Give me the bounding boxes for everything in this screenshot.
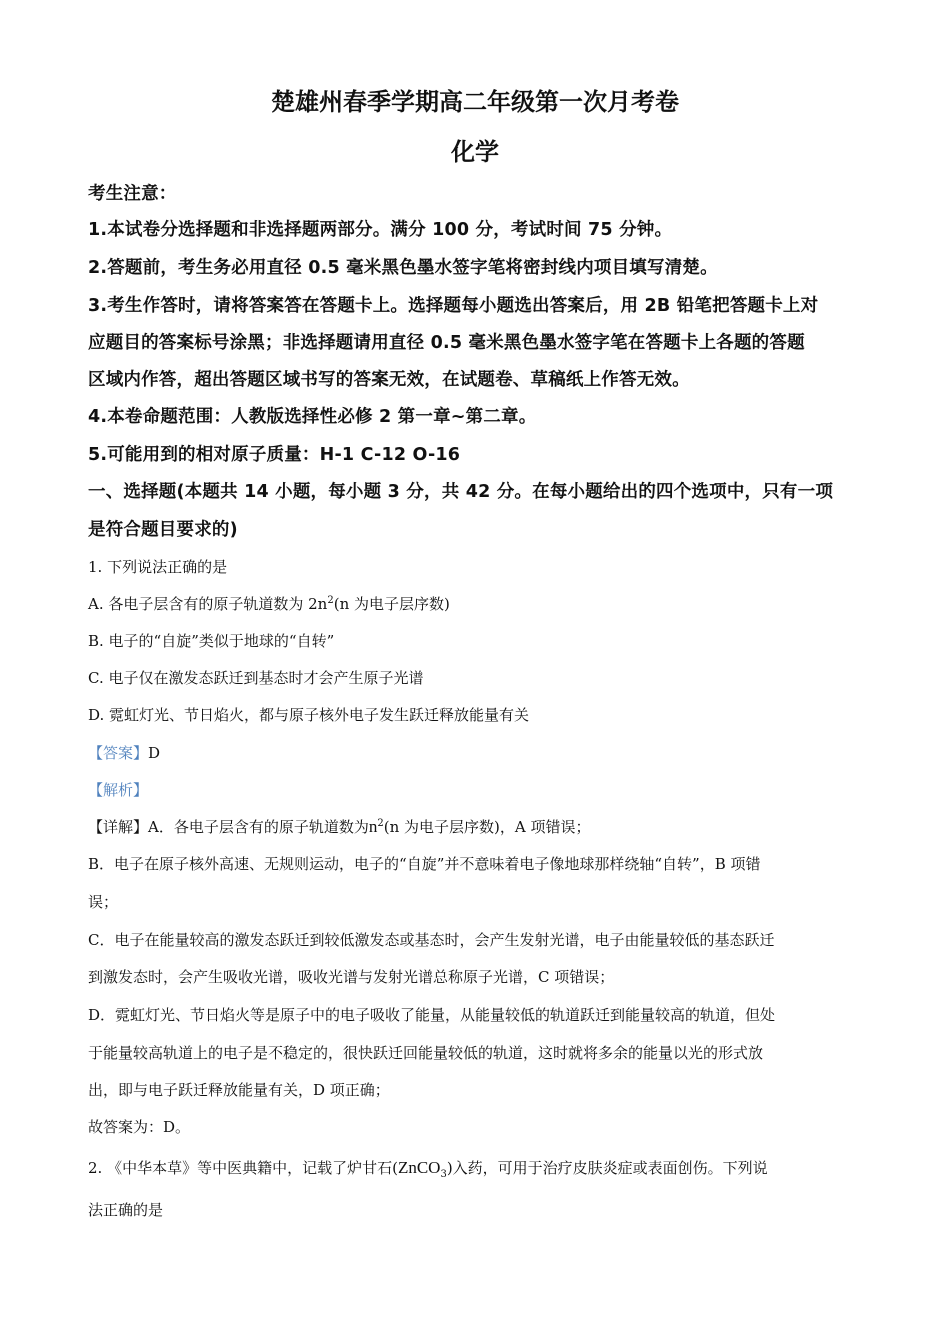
question-1-option-c: C. 电子仅在激发态跃迁到基态时才会产生原子光谱 bbox=[88, 669, 424, 687]
subject-title: 化学 bbox=[451, 138, 499, 166]
question-2-stem-cont: 法正确的是 bbox=[88, 1201, 164, 1219]
detail-a: 【详解】A．各电子层含有的原子轨道数为$n^2(n$ 为电子层序数)，A 项错误； bbox=[88, 817, 591, 836]
section-heading: 一、选择题(本题共 14 小题，每小题 3 分，共 42 分。在每小题给出的四个选项中，只有一项 bbox=[88, 482, 834, 502]
detail-d: D．霓虹灯光、节日焰火等是原子中的电子吸收了能量，从能量较低的轨道跃迁到能量较高的轨道，但处 bbox=[88, 1006, 776, 1024]
detail-c-cont: 到激发态时，会产生吸收光谱，吸收光谱与发射光谱总称原子光谱，C 项错误； bbox=[88, 968, 615, 986]
question-1-option-b: B. 电子的“自旋”类似于地球的“自转” bbox=[88, 632, 335, 650]
detail-d-cont: 于能量较高轨道上的电子是不稳定的，很快跃迁回能量较低的轨道，这时就将多余的能量以光的形式放 bbox=[88, 1044, 764, 1062]
notice-item: 4.本卷命题范围：人教版选择性必修 2 第一章~第二章。 bbox=[88, 407, 537, 427]
answer-label: 【答案】 bbox=[88, 744, 149, 762]
notice-heading: 考生注意： bbox=[88, 184, 177, 204]
analysis-label: 【解析】 bbox=[88, 781, 149, 799]
notice-item: 应题目的答案标号涂黑；非选择题请用直径 0.5 毫米黑色墨水签字笔在答题卡上各题的答题 bbox=[88, 333, 805, 353]
notice-item: 区域内作答，超出答题区域书写的答案无效，在试题卷、草稿纸上作答无效。 bbox=[88, 370, 690, 390]
notice-item: 3.考生作答时，请将答案答在答题卡上。选择题每小题选出答案后，用 2B 铅笔把答题卡上对 bbox=[88, 296, 819, 316]
question-1-stem: 1. 下列说法正确的是 bbox=[88, 558, 228, 576]
detail-b-cont: 误； bbox=[88, 893, 119, 911]
question-1-option-a: A. 各电子层含有的原子轨道数为 $2n^2(n$ 为电子层序数) bbox=[88, 595, 450, 613]
notice-item: 2.答题前，考生务必用直径 0.5 毫米黑色墨水签字笔将密封线内项目填写清楚。 bbox=[88, 258, 718, 278]
question-1-option-d: D. 霓虹灯光、节日焰火，都与原子核外电子发生跃迁释放能量有关 bbox=[88, 706, 530, 724]
detail-b: B．电子在原子核外高速、无规则运动，电子的“自旋”并不意味着电子像地球那样绕轴“自转”，B 项错 bbox=[88, 855, 761, 873]
section-heading-cont: 是符合题目要求的) bbox=[88, 520, 238, 540]
conclusion: 故答案为：D。 bbox=[88, 1118, 191, 1136]
detail-d-cont: 出，即与电子跃迁释放能量有关，D 项正确； bbox=[88, 1081, 390, 1099]
answer-value: D bbox=[148, 744, 161, 762]
answer-line bbox=[88, 742, 863, 763]
notice-item: 5.可能用到的相对原子质量：H-1 C-12 O-16 bbox=[88, 445, 461, 465]
detail-c: C．电子在能量较高的激发态跃迁到较低激发态或基态时，会产生发射光谱，电子由能量较低的基态跃迁 bbox=[88, 931, 775, 949]
question-2-stem: 2. 《中华本草》等中医典籍中，记载了炉甘石(ZnCO$_3$)入药，可用于治疗皮肤炎症或表面创伤。下列说 bbox=[88, 1158, 768, 1180]
exam-title: 楚雄州春季学期高二年级第一次月考卷 bbox=[271, 88, 679, 116]
notice-item: 1.本试卷分选择题和非选择题两部分。满分 100 分，考试时间 75 分钟。 bbox=[88, 220, 673, 240]
